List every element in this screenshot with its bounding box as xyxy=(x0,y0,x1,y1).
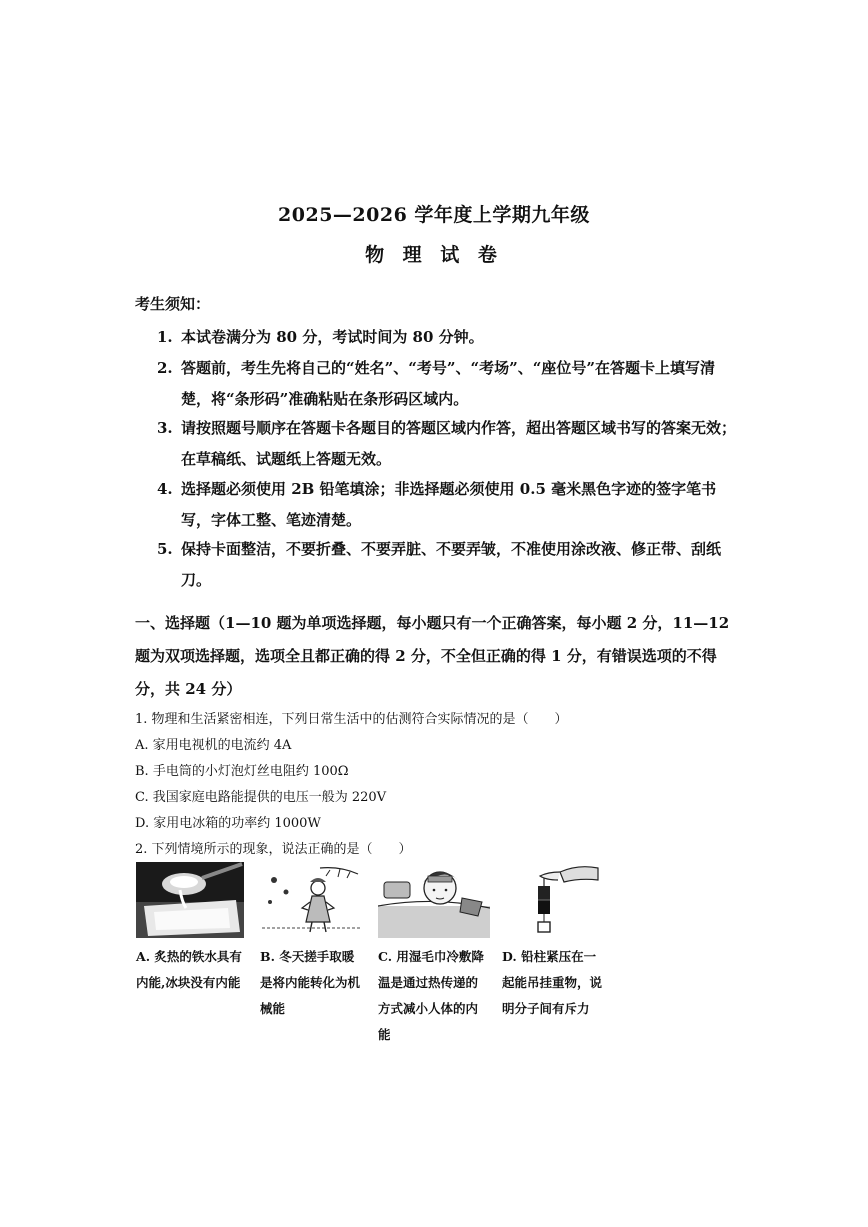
notice-item-text: 请按照题号顺序在答题卡各题目的答题区域内作答，超出答题区域书写的答案无效；在草稿纸、试题纸上答题无效。 xyxy=(181,419,737,468)
question-2-caption-a: A. 炙热的铁水具有内能,冰块没有内能 xyxy=(136,949,242,990)
question-1-option-a: A. 家用电视机的电流约 4A xyxy=(135,738,292,753)
notice-item-number: 4. xyxy=(157,480,173,498)
notice-item xyxy=(157,353,747,415)
notice-item xyxy=(157,534,747,596)
molten-iron-photo xyxy=(136,862,244,938)
question-2-caption-c: C. 用湿毛巾冷敷降温是通过热传递的方式减小人体的内能 xyxy=(378,949,484,1042)
notice-item-number: 1. xyxy=(157,328,173,346)
notice-item-text: 答题前，考生先将自己的“姓名”、“考号”、“考场”、“座位号”在答题卡上填写清楚，将“条形码”准确粘贴在条形码区域内。 xyxy=(181,359,716,408)
question-1-option-c: C. 我国家庭电路能提供的电压一般为 220V xyxy=(135,790,387,805)
question-2-stem: 2. 下列情境所示的现象，说法正确的是（ ） xyxy=(135,842,412,857)
section-heading: 一、选择题（1—10 题为单项选择题，每小题只有一个正确答案，每小题 2 分，11—12 题为双项选择题，选项全且都正确的得 2 分，不全但正确的得 1 分，有错误选项的不得分，共 24 分） xyxy=(135,614,730,698)
exam-subtitle: 物 理 试 卷 xyxy=(365,244,503,266)
notice-heading: 考生须知： xyxy=(135,295,211,313)
question-1-option-d: D. 家用电冰箱的功率约 1000W xyxy=(135,816,321,831)
lead-cylinders-drawing xyxy=(500,862,600,938)
notice-item-text: 本试卷满分为 80 分，考试时间为 80 分钟。 xyxy=(181,328,484,346)
question-1-option-b: B. 手电筒的小灯泡灯丝电阻约 100Ω xyxy=(135,764,349,779)
notice-item-text: 选择题必须使用 2B 铅笔填涂；非选择题必须使用 0.5 毫米黑色字迹的签字笔书写，字体工整、笔迹清楚。 xyxy=(181,480,717,529)
notice-item-number: 5. xyxy=(157,540,173,558)
notice-item-number: 2. xyxy=(157,359,173,377)
notice-item xyxy=(157,322,747,353)
notice-item-text: 保持卡面整洁，不要折叠、不要弄脏、不要弄皱，不准使用涂改液、修正带、刮纸刀。 xyxy=(181,540,722,589)
question-2-caption-d: D. 铅柱紧压在一起能吊挂重物，说明分子间有斥力 xyxy=(502,949,603,1016)
notice-item-number: 3. xyxy=(157,419,173,437)
question-2-caption-b: B. 冬天搓手取暖是将内能转化为机械能 xyxy=(260,949,361,1016)
question-1-stem: 1. 物理和生活紧密相连，下列日常生活中的估测符合实际情况的是（ ） xyxy=(135,712,568,727)
wet-towel-drawing xyxy=(378,862,490,938)
notice-item xyxy=(157,474,747,536)
rubbing-hands-drawing xyxy=(260,862,362,938)
exam-title: 2025—2026 学年度上学期九年级 xyxy=(278,204,590,226)
notice-item xyxy=(157,413,747,475)
